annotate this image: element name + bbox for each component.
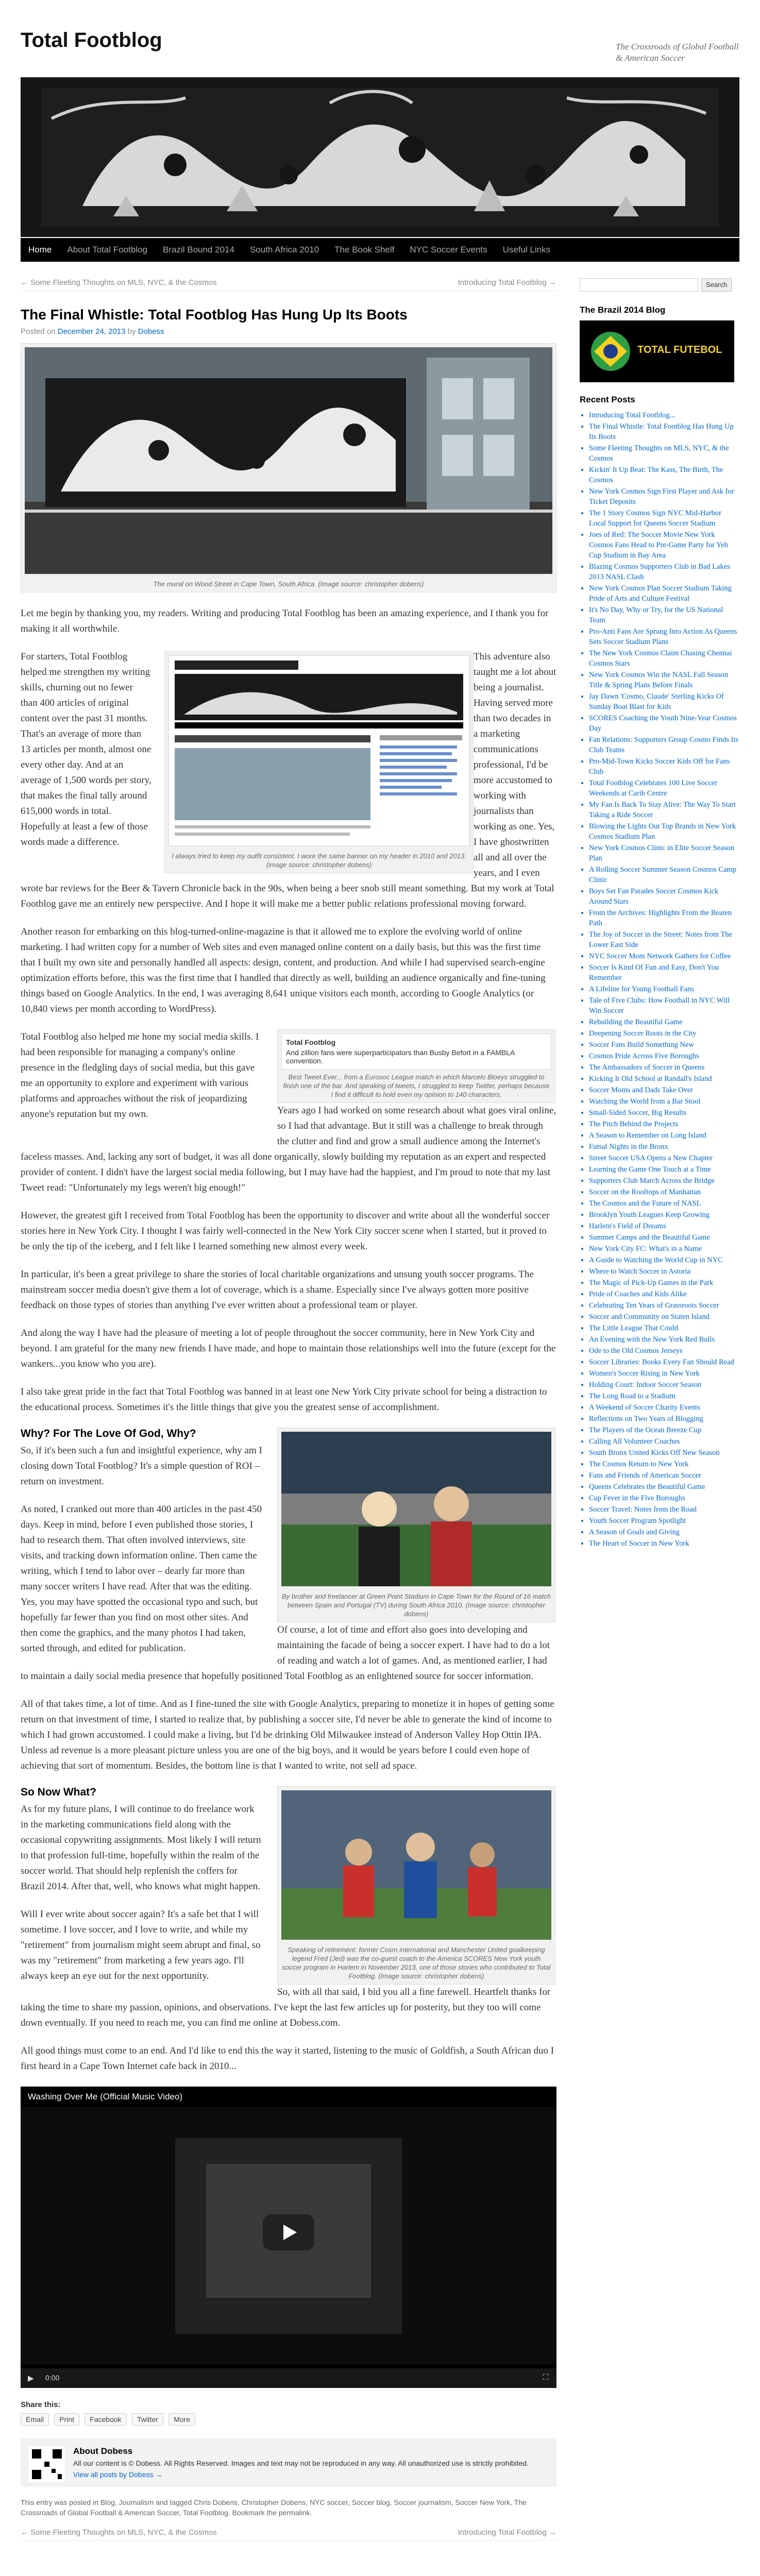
tweet-caption: Best Tweet Ever... from a Eurosoc League match in which Marcelo Bloeys struggled to finish one of the bar. And speaking of tweets, I struggled to keep Twitter, perhaps because I find it difficult to hold even my opinion to 140 characters. <box>283 1073 550 1098</box>
heading-why: Why? For The Love Of God, Why? <box>21 1428 196 1439</box>
recent-post-link[interactable]: • Calling All Volunteer Coaches <box>589 1436 739 1447</box>
stadium-photo-figure <box>277 1428 555 1622</box>
recent-post-link[interactable]: • The Players of the Ocean Breeze Cup <box>589 1425 739 1435</box>
recent-post-link[interactable]: • Some Fleeting Thoughts on MLS, NYC, & the Cosmos <box>589 443 739 464</box>
tweet-card <box>281 1033 551 1070</box>
recent-post-link[interactable]: • Soccer on the Rooftops of Manhattan <box>589 1187 739 1197</box>
video-controls <box>21 2368 556 2388</box>
video-title[interactable]: Washing Over Me (Official Music Video) <box>28 2092 183 2102</box>
recent-post-link[interactable]: • Deepening Soccer Roots in the City <box>589 1028 739 1039</box>
recent-post-link[interactable]: • A Lifeline for Young Football Fans <box>589 984 739 994</box>
mural-photo-figure <box>21 343 556 592</box>
recent-post-link[interactable]: • Small-Sided Soccer, Big Results <box>589 1108 739 1118</box>
recent-post-link[interactable]: • Tale of Five Clubs: How Football in NYC Will Win Soccer <box>589 995 739 1016</box>
paragraph-write-again: Will I ever write about soccer again? It's a safe bet that I will sometime. I love soccer, and I love to write, and while my "retirement" from journalism might seem abrupt and final, so was my "retirement" from marketing a few years ago. I'll always keep an eye out for the next opportunity. <box>21 1909 261 1981</box>
recent-post-link[interactable]: • The Final Whistle: Total Footblog Has Hung Up Its Boots <box>589 421 739 442</box>
paragraph-roi: So, if it's been such a fun and insightful experience, why am I closing down Total Footblog? It's a simple question of ROI – return on investment. <box>21 1445 262 1487</box>
author-avatar <box>29 2446 65 2482</box>
recent-post-link[interactable]: • Holding Court: Indoor Soccer Season <box>589 1380 739 1390</box>
paragraph-farewell: So, with all that said, I bid you all a fine farewell. Heartfelt thanks for taking the time to share my passion, opinions, and observations. I've kept the last few articles up for posterity, but they too will come down eventually. If you need to reach me, you can find me online at Dobess.com. <box>21 1987 551 2028</box>
author-info-box <box>21 2438 556 2487</box>
recent-post-link[interactable]: • The Ambassadors of Soccer in Queens <box>589 1062 739 1073</box>
recent-post-link[interactable]: • Joes of Red: The Soccer Movie New York Cosmos Fans Head to Pre-Game Party for Yeh Cup Stadium in Bay Area <box>589 530 739 561</box>
website-screenshot-figure <box>164 651 474 873</box>
post-author-link[interactable]: Dobess <box>138 327 164 336</box>
recent-post-link[interactable]: • Celebrating Ten Years of Grassroots Soccer <box>589 1300 739 1311</box>
recent-post-link[interactable]: • Ode to the Old Cosmos Jerseys <box>589 1346 739 1356</box>
meta-by: by <box>127 327 136 336</box>
site-description: The Crossroads of Global Football & American Soccer <box>616 42 739 63</box>
recent-post-link[interactable]: • Learning the Game One Touch at a Time <box>589 1164 739 1175</box>
recent-post-link[interactable]: • Watching the World from a Bar Stool <box>589 1096 739 1107</box>
recent-post-link[interactable]: • My Fan Is Back To Stay Alive: The Way To Start Taking a Ride Soccer <box>589 800 739 820</box>
mural-photo-caption: The mural on Wood Street in Cape Town, South Africa. (Image source: christopher dobens) <box>153 580 424 588</box>
author-posts-link[interactable]: View all posts by Dobess → <box>73 2470 163 2479</box>
paragraph-future: As for my future plans, I will continue to do freelance work in the marketing communications field along with the occasional copywriting assignments. Most likely I will return to that profession full-time, hopefully within the realm of the soccer world. That should help replenish the coffers for Brazil 2014. After that, well, who knows what might happen. <box>21 1804 261 1892</box>
recent-post-link[interactable]: • Soccer Libraries: Books Every Fan Should Read <box>589 1357 739 1367</box>
author-box-text: All our content is © Dobess. All Rights Reserved. Images and text may not be reproduced in any way. All unauthorized use is strictly prohibited. <box>73 2459 529 2467</box>
recent-post-link[interactable]: • Harlem's Field of Dreams <box>589 1221 739 1231</box>
recent-post-link[interactable]: • Total Footblog Celebrates 100 Live Soccer Weekends at Carib Centre <box>589 778 739 799</box>
recent-post-link[interactable]: • The Joy of Soccer in the Street: Notes from The Lower East Side <box>589 929 739 950</box>
share-more-button[interactable]: More <box>168 2413 195 2426</box>
recent-post-link[interactable]: • Reflections on Two Years of Blogging <box>589 1414 739 1424</box>
nav-item-about[interactable]: About Total Footblog <box>67 245 147 255</box>
recent-posts-list <box>580 410 739 1549</box>
recent-post-link[interactable]: • New York City FC: What's in a Name <box>589 1244 739 1254</box>
recent-post-link[interactable]: • New York Cosmos Win the NASL Fall Season Title & Spring Plans Before Finals <box>589 670 739 690</box>
recent-post-link[interactable]: • Boys Set Fan Parades Soccer Cosmos Kick Around Stars <box>589 886 739 907</box>
entry-utility: This entry was posted in Blog, Journalism and tagged Chris Dobens, Christopher Dobens, NYC soccer, Soccer blog, Soccer journalism, Soccer New York, The Crossroads of Global Football & American Soccer, Total Footblog. Bookmark the permalink. <box>21 2498 527 2517</box>
recent-post-link[interactable]: • The Little League That Could <box>589 1323 739 1333</box>
share-twitter-button[interactable]: Twitter <box>132 2413 163 2426</box>
main-navigation <box>21 238 739 262</box>
coach-photo-figure <box>277 1786 555 1985</box>
next-post-link[interactable]: Introducing Total Footblog → <box>458 278 556 287</box>
search-form <box>580 278 739 294</box>
tweet-text: And zillion fans were superparticipators than Busby Befort in a FAMBLA convention. <box>286 1048 515 1065</box>
recent-post-link[interactable]: • Soccer Fans Build Something New <box>589 1040 739 1050</box>
paragraph-social-media: Total Footblog also helped me hone my social media skills. I had been responsible for managing a company's online presence in the fledgling days of social media, but this gave me an opportunity to explore and experiment with various platforms and approaches without the risk of jeopardizing anyone's reputation but my own. <box>21 1031 259 1120</box>
previous-post-link[interactable]: ← Some Fleeting Thoughts on MLS, NYC, & the Cosmos <box>21 278 217 287</box>
recent-post-link[interactable]: • NYC Soccer Mom Network Gathers for Coffee <box>589 951 739 961</box>
post-title: The Final Whistle: Total Footblog Has Hung Up Its Boots <box>21 307 408 323</box>
paragraph-banned: I also take great pride in the fact that Total Footblog was banned in at least one New York City private school for being a distraction to the educational process. Sometimes it's the little things that give you the greatest sense of accomplishment. <box>21 1386 547 1413</box>
stadium-photo <box>281 1432 551 1586</box>
recent-post-link[interactable]: • Cosmos Pride Across Five Boroughs <box>589 1051 739 1061</box>
recent-posts-title: Recent Posts <box>580 395 635 404</box>
post-navigation-bottom <box>21 2528 556 2541</box>
video-player[interactable] <box>21 2087 556 2388</box>
recent-post-link[interactable]: • SCORES Coaching the Youth Nine-Year Cosmos Day <box>589 713 739 734</box>
recent-post-link[interactable]: • Blowing the Lights Out Top Brands in New York Cosmos Stadium Plan <box>589 821 739 842</box>
sidebar <box>580 278 739 1550</box>
recent-post-link[interactable]: • Soccer Is Kind Of Fun and Easy, Don't You Remember <box>589 962 739 983</box>
paragraph-friends: And along the way I have had the pleasure of meeting a lot of people throughout the soccer community, here in New York City and beyond. I am grateful for the many new friends I have made, and hope to maintain those relationships well into the future (except for the wankers...you know who you are). <box>21 1328 556 1369</box>
paragraph-viral: Years ago I had worked on some research about what goes viral online, so I had that advantage. But it still was a challenge to break through the clutter and find and grow a small audience among the Internet's faceless masses. And, lacking any sort of budget, it was all done organically, slowly building my reputation as an expert and respected provider of content. I didn't have the largest social media following, but I may have had the happiest, and I'm proud to note that my last Tweet read: "Unfortunately my legs weren't big enough!" <box>21 1105 556 1193</box>
recent-post-link[interactable]: • From the Archives: Highlights From the Beaten Path <box>589 908 739 928</box>
site-title[interactable]: Total Footblog <box>21 29 162 52</box>
share-print-button[interactable]: Print <box>54 2413 79 2426</box>
recent-post-link[interactable]: • Women's Soccer Rising in New York <box>589 1368 739 1379</box>
header-banner-image <box>21 77 739 237</box>
recent-post-link[interactable]: • Soccer Travel: Notes from the Road <box>589 1504 739 1515</box>
share-email-button[interactable]: Email <box>21 2413 49 2426</box>
post-date-link[interactable]: December 24, 2013 <box>57 327 126 336</box>
recent-post-link[interactable]: • Pro-Mid-Town Kicks Soccer Kids Off for Fans Club <box>589 756 739 777</box>
avatar-qr-icon <box>29 2446 65 2482</box>
heading-now: So Now What? <box>21 1786 96 1798</box>
brazil-widget-title: The Brazil 2014 Blog <box>580 305 666 315</box>
author-box-title: About Dobess <box>73 2446 133 2456</box>
nav-item-home[interactable]: Home <box>28 245 52 255</box>
recent-post-link[interactable]: • Soccer and Community on Staten Island <box>589 1312 739 1322</box>
search-button[interactable]: Search <box>701 278 732 292</box>
recent-post-link[interactable]: • The Cosmos and the Future of NASL <box>589 1198 739 1209</box>
recent-post-link[interactable]: • It's No Day, Why or Try, for the US National Team <box>589 605 739 625</box>
recent-post-link[interactable]: • A Season to Remember on Long Island <box>589 1130 739 1141</box>
tweet-figure <box>277 1029 555 1103</box>
recent-post-link[interactable]: • The 1 Story Cosmos Sign NYC Mid-Harbor Local Support for Queens Soccer Stadium <box>589 508 739 529</box>
recent-post-link[interactable]: • Youth Soccer Program Spotlight <box>589 1516 739 1526</box>
brazil-logo-text: TOTAL FUTEBOL <box>637 344 722 355</box>
recent-post-link[interactable]: • An Evening with the New York Red Bulls <box>589 1334 739 1345</box>
previous-post-link-bottom[interactable]: ← Some Fleeting Thoughts on MLS, NYC, & the Cosmos <box>21 2528 217 2537</box>
share-label: Share this: <box>21 2400 61 2409</box>
recent-post-link[interactable]: • Fans and Friends of American Soccer <box>589 1470 739 1481</box>
small-play-icon[interactable]: ▶ <box>28 2375 34 2383</box>
recent-post-link[interactable]: • Rebuilding the Beautiful Game <box>589 1017 739 1027</box>
recent-post-link[interactable]: • South Bronx United Kicks Off New Season <box>589 1448 739 1458</box>
fullscreen-icon[interactable]: ⛶ <box>543 2374 548 2382</box>
play-button[interactable] <box>263 2214 314 2250</box>
recent-post-link[interactable]: • New York Cosmos Sign First Player and Ask for Ticket Deposits <box>589 486 739 507</box>
nav-item-brazil-2014[interactable]: Brazil Bound 2014 <box>163 245 234 255</box>
recent-post-link[interactable]: • The Heart of Soccer in New York <box>589 1538 739 1549</box>
recent-post-link[interactable]: • Soccer Moms and Dads Take Over <box>589 1085 739 1095</box>
paragraph-journalist: This adventure also taught me a lot about being a journalist. Having served more than two decades in a marketing communications professional, I'd be more accustomed to working with journalists than working as one. Yes, I have ghostwritten all and all over the years, and I even wrote bar reviews for the Beer & Tavern Chronicle back in the 90s, when being a beer snob still meant something. But my work at Total Footblog gave me an entirely new perspective. And I hope it will make me a better public relations professional moving forward. <box>21 651 556 909</box>
brazil-blog-banner[interactable] <box>580 320 734 382</box>
recent-post-link[interactable]: • New York Cosmos Plan Soccer Stadium Taking Pride of Arts and Culture Festival <box>589 583 739 604</box>
recent-post-link[interactable]: • Introducing Total Footblog... <box>589 410 739 420</box>
paragraph-charity: In particular, it's been a great privilege to share the stories of local charitable organizations and unsung youth soccer programs. The mainstream soccer media doesn't give them a lot of coverage, which is a shame. Especially since I've always gotten more positive feedback on those types of stories than anything I've ever written about a professional team or player. <box>21 1269 534 1311</box>
paragraph-starters: For starters, Total Footblog helped me strengthen my writing skills, churning out no fewer than 400 articles of original content over the past 31 months. That's an average of more than 13 articles per month, almost one every other day. And at an average of 1,500 words per story, that makes the final tally around 615,000 words in total. Hopefully at least a few of those words made a difference. <box>21 651 151 848</box>
nav-item-south-africa-2010[interactable]: South Africa 2010 <box>249 245 319 255</box>
recent-post-link[interactable]: • Kickin' It Up Beat: The Kass, The Birth, The Cosmos <box>589 465 739 485</box>
post-meta <box>21 327 556 336</box>
paragraph-time: All of that takes time, a lot of time. And as I fine-tuned the site with Google Analytics, preparing to monetize it in hopes of getting some return on that investment of time, I started to realize that, by publishing a soccer site, I'd never be able to generate the kind of income to which I had grown accustomed. I could make a living, but I'd be drinking Old Milwaukee instead of Anderson Valley Hop Ottin IPA. Unless ad revenue is a more pleasant picture unless you are one of the big boys, and it would be years before I could even hope of achieving that sort of momentum. Besides, the bottom line is that I wanted to write, not sell ad space. <box>21 1699 554 1771</box>
nav-item-useful-links[interactable]: Useful Links <box>502 245 551 255</box>
recent-post-link[interactable]: • Summer Camps and the Beautiful Game <box>589 1232 739 1243</box>
paragraph-intro: Let me begin by thanking you, my readers. Writing and producing Total Footblog has been an amazing experience, and I thank you for making it all worthwhile. <box>21 608 549 634</box>
recent-post-link[interactable]: • Blazing Cosmos Supporters Club in Bad Lakes 2013 NASL Clash <box>589 562 739 582</box>
stadium-photo-caption: By brother and freelancer at Green Point Stadium in Cape Town for the Round of 16 match between Spain and Portugal (TV) during South Africa 2010. (Image source: christopher dobens) <box>282 1592 551 1618</box>
video-time: 0:00 <box>45 2374 60 2382</box>
recent-post-link[interactable]: • Where to Watch Soccer in Astoria <box>589 1266 739 1277</box>
tweet-author: Total Footblog <box>286 1038 336 1046</box>
recent-post-link[interactable]: • Pro-Anti Fans Are Sprung Into Action As Queens Sets Soccer Stadium Plans <box>589 626 739 647</box>
site-header <box>21 10 739 82</box>
recent-post-link[interactable]: • A Rolling Soccer Summer Season Cosmos Camp Clinic <box>589 865 739 885</box>
recent-post-link[interactable]: • A Season of Goals and Giving <box>589 1527 739 1537</box>
recent-post-link[interactable]: • Street Soccer USA Opens a New Chapter <box>589 1153 739 1163</box>
recent-post-link[interactable]: • The New York Cosmos Claim Chasing Chennai Cosmos Stars <box>589 648 739 669</box>
meta-prefix: Posted on <box>21 327 56 336</box>
recent-post-link[interactable]: • A Guide to Watching the World Cup in NYC <box>589 1255 739 1265</box>
recent-post-link[interactable]: • Jay Dawn 'Cosmo, Claude' Sterling Kicks Of Sunday Boat Blast for Kids <box>589 691 739 712</box>
recent-post-link[interactable]: • The Cosmos Return to New York <box>589 1459 739 1469</box>
share-section <box>21 2400 556 2426</box>
next-post-link-bottom[interactable]: Introducing Total Footblog → <box>458 2528 556 2537</box>
content-area <box>21 278 556 2541</box>
recent-post-link[interactable]: • Supporters Club March Across the Bridge <box>589 1176 739 1186</box>
banner-mural-art <box>21 77 739 237</box>
coach-photo-caption: Speaking of retirement: former Cosm international and Manchester United goalkeeping legend Fred (Jed) was the co-guest coach to the America SCORES New York youth soccer program in Harlem in November 2013, one of those stories who contributed to Total Footblog. (Image source: christopher dobens) <box>282 1946 551 1980</box>
website-screenshot-caption: I always tried to keep my outfit consistent. I wore the same banner on my header in 2010 and 2013. (image source: christopher dobens) <box>172 852 466 869</box>
recent-post-link[interactable]: • The Long Road to a Stadium <box>589 1391 739 1401</box>
recent-post-link[interactable]: • Queens Celebrates the Beautiful Game <box>589 1482 739 1492</box>
play-icon <box>263 2214 314 2250</box>
mural-photo <box>25 347 552 574</box>
paragraph-expert: Of course, a lot of time and effort also goes into developing and maintaining the facade of being a soccer expert. I have had to do a lot of reading and watch a lot of games. And, as mentioned earlier, I had to maintain a daily social media presence that hopefully positioned Total Footblog as an enlightened source for soccer information. <box>21 1624 550 1682</box>
recent-post-link[interactable]: • Brooklyn Youth Leagues Keep Growing <box>589 1210 739 1220</box>
recent-post-link[interactable]: • Kicking It Old School at Randall's Island <box>589 1074 739 1084</box>
paragraph-gift: However, the greatest gift I received from Total Footblog has been the opportunity to discover and write about all the wonderful soccer stories here in New York City. I thought I was fairly well-connected in the New York City soccer scene when I started, but it proved to be only the tip of the iceberg, and I felt like I learned something new almost every week. <box>21 1210 550 1252</box>
nav-item-nyc-soccer-events[interactable]: NYC Soccer Events <box>410 245 487 255</box>
paragraph-marketing: Another reason for embarking on this blog-turned-online-magazine is that it allowed me to explore the evolving world of online marketing. I had written copy for a number of Web sites and even managed online content on a daily basis, but this was the first time that I built my own site and personally handled all aspects: design, content, and production. And while I had supervised search-engine optimization efforts before, this was the first time that I handled that directly as well, building an audience organically and fine-tuning things based on Google Analytics. In the end, I was averaging 8,641 unique visitors each month, according to Google Analytics (or 10,840 views per month according to WordPress). <box>21 926 546 1014</box>
nav-item-book-shelf[interactable]: The Book Shelf <box>334 245 395 255</box>
search-input[interactable] <box>580 278 698 292</box>
recent-post-link[interactable]: • The Magic of Pick-Up Games in the Park <box>589 1278 739 1288</box>
coach-photo <box>281 1790 551 1940</box>
post-navigation-top <box>21 278 556 291</box>
recent-post-link[interactable]: • Pride of Coaches and Kids Alike <box>589 1289 739 1299</box>
website-screenshot <box>168 655 469 846</box>
recent-post-link[interactable]: • A Weekend of Soccer Charity Events <box>589 1402 739 1413</box>
recent-post-link[interactable]: • Futsal Nights in the Bronx <box>589 1142 739 1152</box>
paragraph-goldfish: All good things must come to an end. And I'd like to end this the way it started, listening to the music of Goldfish, a South African duo I first heard in a Cape Town Internet cafe back in 2010... <box>21 2045 554 2072</box>
recent-post-link[interactable]: • Cup Fever in the Five Boroughs <box>589 1493 739 1503</box>
recent-post-link[interactable]: • Fan Relations: Supporters Group Cosmo Finds Its Club Teams <box>589 735 739 755</box>
share-facebook-button[interactable]: Facebook <box>85 2413 126 2426</box>
paragraph-cranked-out: As noted, I cranked out more than 400 articles in the past 450 days. Keep in mind, before I even published those stories, I had to research them. That often involved interviews, site visits, and tracking down information online. Then came the writing, which I tend to labor over – dearly far more than many soccer writers I have read. After that was the editing. Yes, you may have spotted the occasional typo and such, but hopefully far fewer than you find on most other sites. And then come the graphics, and the many photos I had taken, sorted through, and edited for publication. <box>21 1504 262 1654</box>
recent-post-link[interactable]: • New York Cosmos Clinic in Elite Soccer Season Plan <box>589 843 739 863</box>
recent-post-link[interactable]: • The Pitch Behind the Projects <box>589 1119 739 1129</box>
